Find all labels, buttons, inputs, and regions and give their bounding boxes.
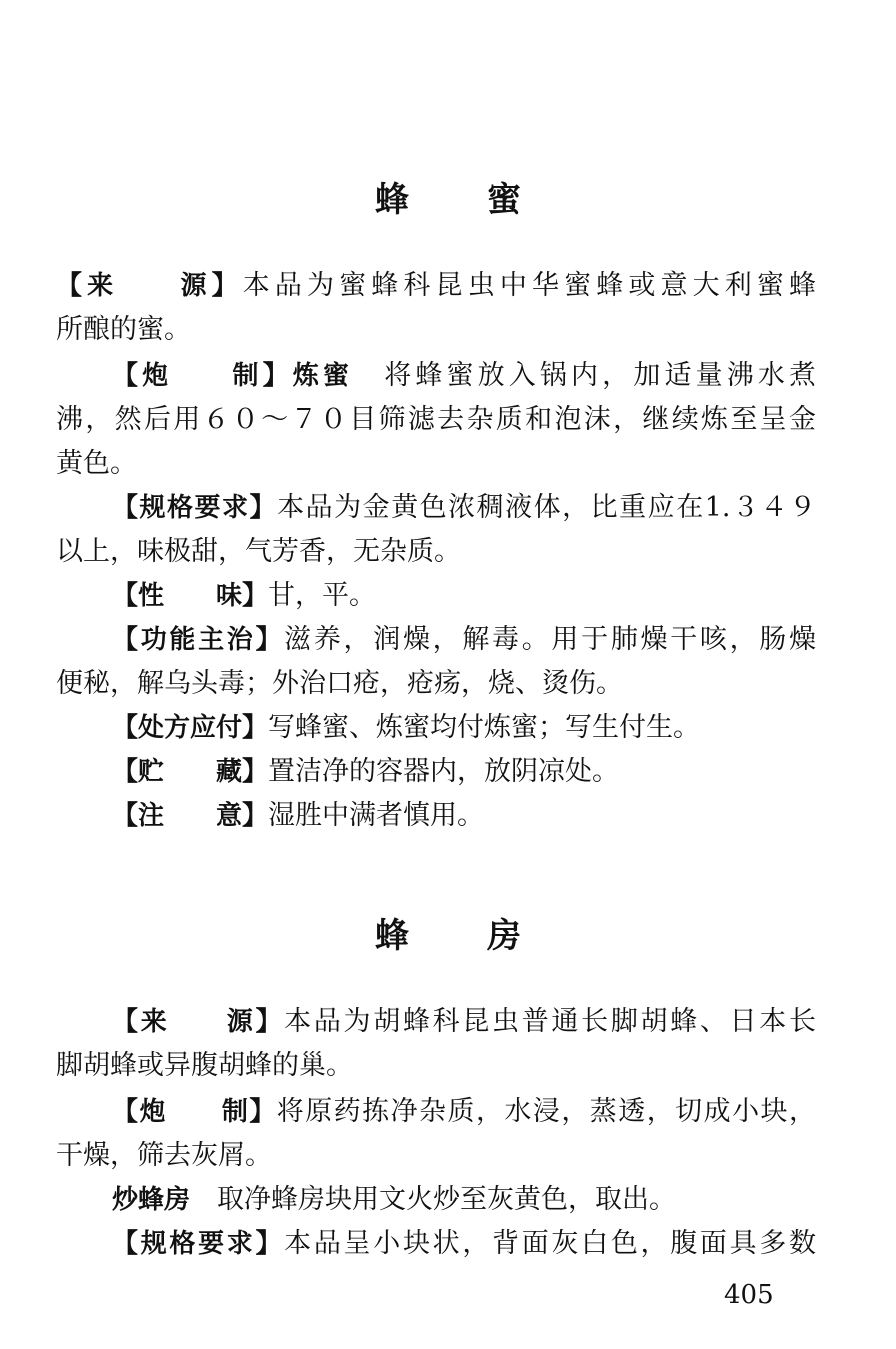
prep-sub-label: 炼蜜 xyxy=(292,361,354,391)
honey-spec-line-2 xyxy=(56,534,816,570)
honey-function-line-1 xyxy=(112,622,816,658)
taste-text: 甘，平。 xyxy=(268,580,377,611)
source-text: 本品为胡蜂科昆虫普通长脚胡蜂、日本长 xyxy=(284,1006,816,1037)
page-number: 405 xyxy=(724,1280,774,1310)
taste-label: 【性 味】 xyxy=(112,581,269,611)
function-label: 【功能主治】 xyxy=(112,625,285,655)
prep-text-cont: 沸，然后用６０～７０目筛滤去杂质和泡沫，继续炼至呈金 xyxy=(56,404,816,435)
honey-taste-line xyxy=(112,578,816,614)
fried-label: 炒蜂房 xyxy=(112,1185,191,1215)
hive-source-line-1 xyxy=(112,1004,816,1040)
title-char: 蜂 xyxy=(375,180,409,220)
source-text-cont: 所酿的蜜。 xyxy=(56,314,191,345)
prescription-label: 【处方应付】 xyxy=(112,713,269,743)
prep-text: 将蜂蜜放入锅内，加适量沸水煮 xyxy=(384,360,816,391)
honey-function-line-2 xyxy=(56,666,816,702)
title-char: 蜜 xyxy=(487,180,521,220)
honey-prep-line-1 xyxy=(112,358,816,394)
prep-text: 将原药拣净杂质，水浸，蒸透，切成小块， xyxy=(276,1096,816,1127)
spec-text: 本品呈小块状，背面灰白色，腹面具多数 xyxy=(284,1228,816,1259)
honey-source-line-1 xyxy=(56,268,816,304)
hive-source-line-2 xyxy=(56,1048,816,1084)
title-char: 房 xyxy=(487,916,521,956)
hive-fried-line xyxy=(112,1182,816,1218)
function-text-cont: 便秘，解乌头毒；外治口疮，疮疡，烧、烫伤。 xyxy=(56,668,623,699)
spec-label: 【规格要求】 xyxy=(112,1229,285,1259)
storage-label: 【贮 藏】 xyxy=(112,757,269,787)
hive-spec-line-1 xyxy=(112,1226,816,1262)
storage-text: 置洁净的容器内，放阴凉处。 xyxy=(268,756,620,787)
honey-source-line-2 xyxy=(56,312,816,348)
fried-text: 取净蜂房块用文火炒至灰黄色，取出。 xyxy=(217,1184,677,1215)
honey-storage-line xyxy=(112,754,816,790)
honey-prep-line-2 xyxy=(56,402,816,438)
title-char: 蜂 xyxy=(375,916,409,956)
honey-prep-line-3 xyxy=(56,446,816,482)
prep-label: 【炮 制】 xyxy=(112,361,293,391)
source-label: 【来 源】 xyxy=(56,271,243,301)
source-text-cont: 脚胡蜂或异腹胡蜂的巢。 xyxy=(56,1050,353,1081)
hive-prep-line-2 xyxy=(56,1138,816,1174)
honey-caution-line xyxy=(112,798,816,834)
honey-prescription-line xyxy=(112,710,816,746)
spec-label: 【规格要求】 xyxy=(112,493,278,523)
section-title-honey xyxy=(0,172,896,221)
prep-label: 【炮 制】 xyxy=(112,1097,277,1127)
spec-text-cont: 以上，味极甜，气芳香，无杂质。 xyxy=(56,536,461,567)
source-text: 本品为蜜蜂科昆虫中华蜜蜂或意大利蜜蜂 xyxy=(242,270,816,301)
honey-spec-line-1 xyxy=(112,490,816,526)
source-label: 【来 源】 xyxy=(112,1007,285,1037)
prescription-text: 写蜂蜜、炼蜜均付炼蜜；写生付生。 xyxy=(268,712,701,743)
prep-text-cont: 干燥，筛去灰屑。 xyxy=(56,1140,272,1171)
prep-text-end: 黄色。 xyxy=(56,448,137,479)
hive-prep-line-1 xyxy=(112,1094,816,1130)
section-title-hive xyxy=(0,908,896,957)
spec-text: 本品为金黄色浓稠液体，比重应在1.３４９ xyxy=(277,492,816,523)
function-text: 滋养，润燥，解毒。用于肺燥干咳，肠燥 xyxy=(284,624,816,655)
caution-label: 【注 意】 xyxy=(112,801,269,831)
caution-text: 湿胜中满者慎用。 xyxy=(268,800,485,831)
